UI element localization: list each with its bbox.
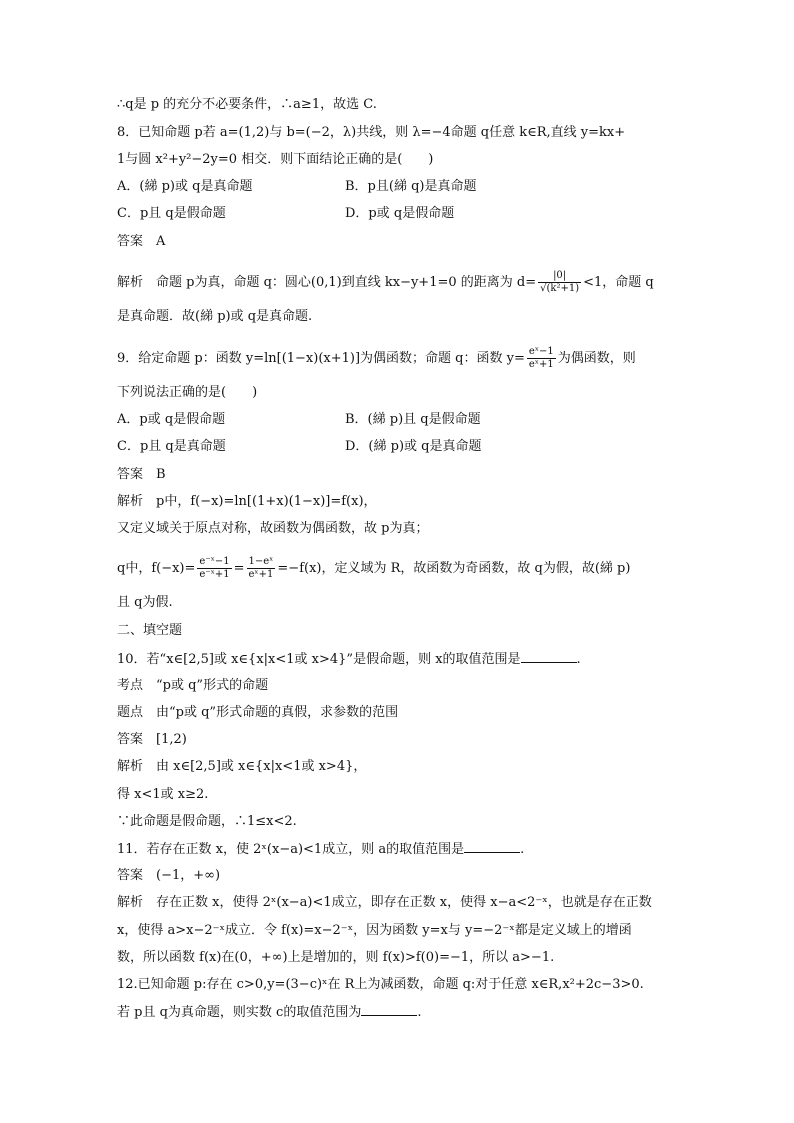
q8-solution-line2: 是真命题．故(綈 p)或 q是真命题. (117, 309, 313, 324)
q10-stem-end: . (576, 652, 581, 667)
question-12-stem: 12.已知命题 p:存在 c>0,y=(3−c)ˣ在 R上为减函数，命题 q:对于任意 x∈R,x²+2c−3>0. (117, 977, 644, 992)
q10-answer: 答案 [1,2) (117, 732, 187, 747)
q8-option-d: D．p或 q是假命题 (345, 206, 455, 221)
q10-kaodian: 考点 “p或 q”形式的命题 (117, 678, 269, 693)
q11-solution-line3: 数，所以函数 f(x)在(0，+∞)上是增加的，则 f(x)>f(0)=−1，所以 a>−1. (117, 950, 555, 965)
q10-solution-line2: 得 x<1或 x≥2. (117, 787, 209, 802)
q9-solution-text-end: =−f(x)，定义域为 R，故函数为奇函数，故 q为假，故(綈 p) (277, 561, 631, 576)
q9-option-c: C．p且 q是真命题 (117, 439, 226, 454)
question-8-stem-cont: 1与圆 x²+y²−2y=0 相交．则下面结论正确的是( ) (117, 152, 434, 167)
q9-fraction-1 (197, 556, 231, 581)
q8-solution-text: 解析 命题 p为真，命题 q：圆心(0,1)到直线 kx−y+1=0 的距离为 d= (117, 275, 537, 290)
q9-option-d: D．(綈 p)或 q是真命题 (345, 439, 482, 454)
q11-answer: 答案 (−1，+∞) (117, 868, 221, 883)
q8-answer: 答案 A (117, 234, 166, 249)
fraction-numerator: |0| (538, 270, 581, 283)
equals-sign: = (233, 561, 245, 576)
answer-blank (464, 840, 520, 853)
text-line: ∴q是 p 的充分不必要条件，∴a≥1，故选 C. (117, 97, 377, 112)
q9-solution-line4: 且 q为假. (117, 595, 173, 610)
q8-solution-text-end: <1，命题 q (583, 275, 654, 290)
q9-solution-line2: 又定义域关于原点对称，故函数为偶函数，故 p为真； (117, 521, 429, 536)
q12-stem-end: . (417, 1005, 422, 1020)
q9-answer: 答案 B (117, 467, 166, 482)
q10-solution-line3: ∵此命题是假命题，∴1≤x<2. (117, 814, 297, 829)
q10-stem-text: 10．若“x∈[2,5]或 x∈{x|x<1或 x>4}”是假命题，则 x的取值范围是 (117, 652, 521, 667)
q11-stem-text: 11．若存在正数 x，使 2ˣ(x−a)<1成立，则 a的取值范围是 (117, 842, 465, 857)
q11-solution-line2: x，使得 a>x−2⁻ˣ成立．令 f(x)=x−2⁻ˣ，因为函数 y=x与 y=−2⁻ˣ都是定义域上的增函 (117, 923, 632, 938)
q11-solution-line1: 解析 存在正数 x，使得 2ˣ(x−a)<1成立，即存在正数 x，使得 x−a<2⁻ˣ，也就是存在正数 (117, 895, 652, 910)
question-9-stem-cont: 下列说法正确的是( ) (117, 385, 258, 400)
fraction-numerator: eˣ−1 (528, 346, 554, 357)
question-8-stem: 8．已知命题 p若 a=(1,2)与 b=(−2，λ)共线，则 λ=−4命题 q任意 k∈R,直线 y=kx+ (117, 125, 626, 140)
q9-stem-text-end: 为偶函数，则 (557, 351, 636, 366)
distance-fraction (538, 270, 581, 295)
q8-solution-line1 (117, 270, 654, 295)
answer-blank (361, 1003, 417, 1016)
question-10-stem (117, 650, 581, 669)
q10-tidian: 题点 由“p或 q”形式命题的真假，求参数的范围 (117, 705, 399, 720)
q10-solution-line1: 解析 由 x∈[2,5]或 x∈{x|x<1或 x>4}， (117, 759, 367, 774)
q9-solution-line1: 解析 p中，f(−x)=ln[(1+x)(1−x)]=f(x)， (117, 494, 377, 509)
fraction-numerator: 1−eˣ (248, 556, 274, 567)
q9-solution-text: q中，f(−x)= (117, 561, 196, 576)
fraction-denominator: √(k²+1) (540, 283, 580, 294)
q9-fraction-2 (247, 556, 276, 581)
fraction-denominator: e⁻ˣ+1 (199, 569, 230, 580)
q8-option-c: C．p且 q是假命题 (117, 206, 226, 221)
q11-stem-end: . (520, 842, 525, 857)
q8-option-a: A．(綈 p)或 q是真命题 (117, 179, 253, 194)
section-heading: 二、填空题 (117, 623, 183, 638)
q9-option-a: A．p或 q是假命题 (117, 412, 226, 427)
fraction-denominator: eˣ+1 (248, 569, 274, 580)
q9-option-b: B．(綈 p)且 q是假命题 (345, 412, 481, 427)
question-12-stem-cont (117, 1003, 421, 1022)
q8-option-b: B．p且(綈 q)是真命题 (345, 179, 477, 194)
question-9-stem (117, 346, 636, 371)
fraction-numerator: e⁻ˣ−1 (199, 556, 230, 567)
q9-stem-text: 9．给定命题 p：函数 y=ln[(1−x)(x+1)]为偶函数；命题 q：函数 y= (117, 351, 525, 366)
answer-blank (521, 650, 577, 663)
q9-fraction (527, 346, 556, 371)
question-11-stem (117, 840, 524, 859)
q12-stem-text: 若 p且 q为真命题，则实数 c的取值范围为 (117, 1005, 362, 1020)
q9-solution-line3 (117, 556, 630, 581)
fraction-denominator: eˣ+1 (528, 359, 554, 370)
